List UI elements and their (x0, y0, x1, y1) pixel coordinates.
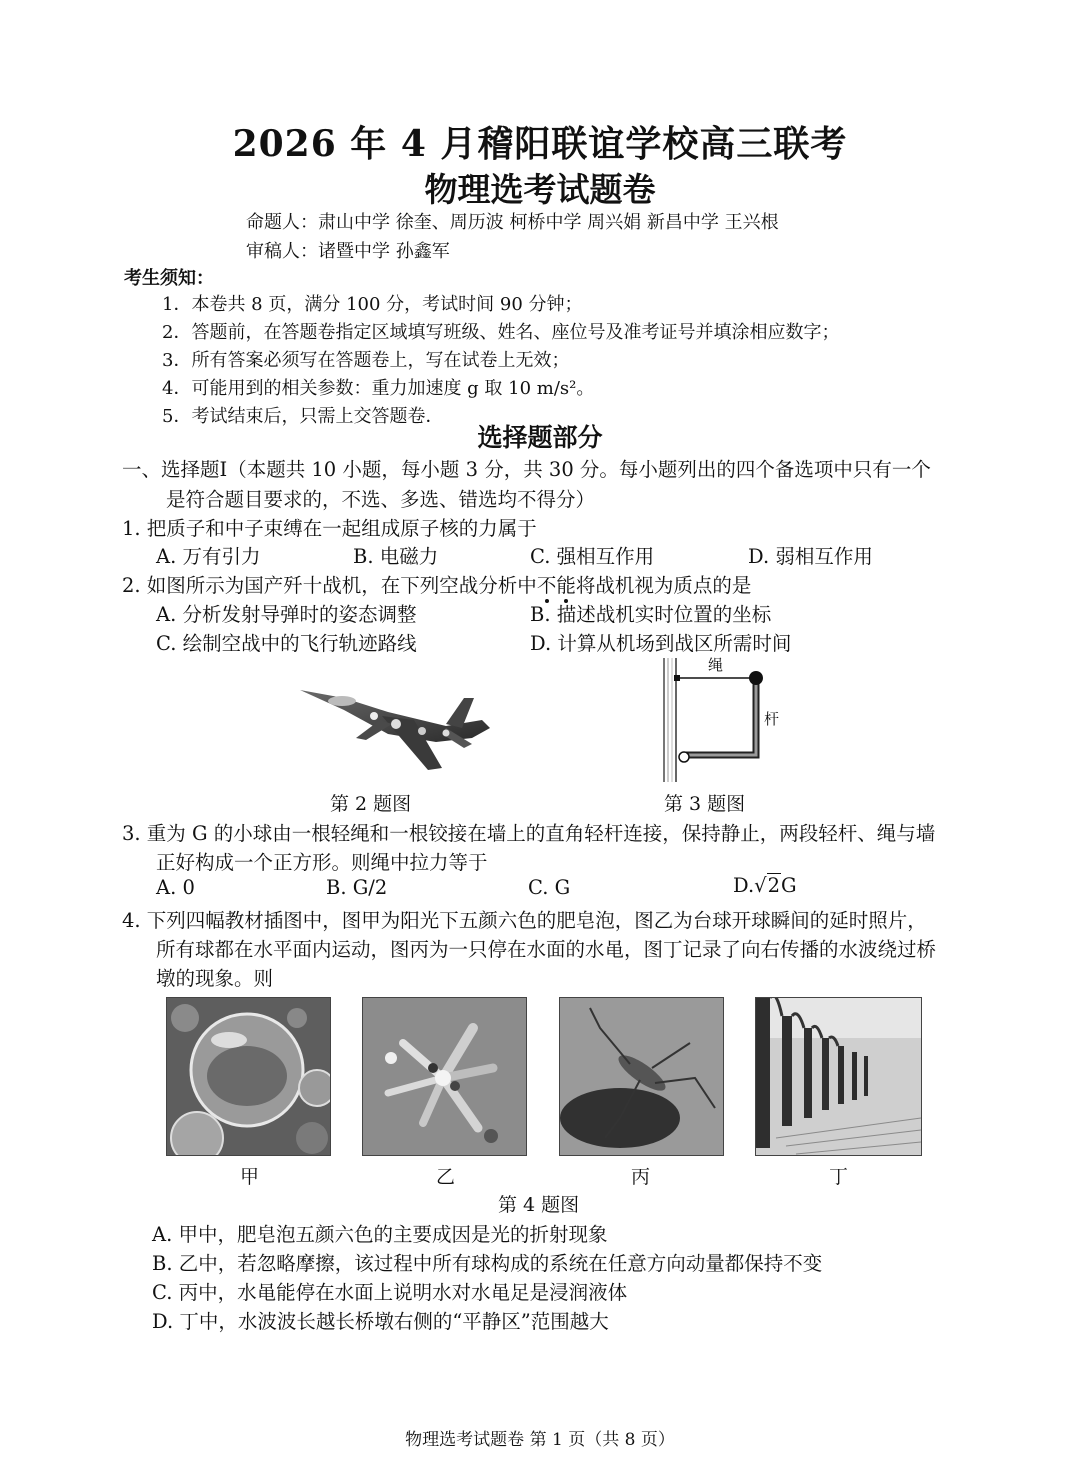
image-water-strider (559, 997, 724, 1156)
q2-emphasis-can: 能 (556, 574, 576, 597)
q1-option-a: A. 万有引力 (156, 545, 261, 568)
q2-figure-caption: 第 2 题图 (330, 793, 412, 815)
q3-option-b: B. G/2 (326, 876, 388, 899)
part1-instructions-line1: 一、选择题Ⅰ（本题共 10 小题，每小题 3 分，共 30 分。每小题列出的四个备选项中只有一个 (122, 458, 931, 481)
q3-stem-line1: 3. 重为 G 的小球由一根轻绳和一根铰接在墙上的直角轻杆连接，保持静止，两段轻杆、绳与墙 (122, 822, 936, 845)
exam-subtitle: 物理选考试题卷 (424, 170, 656, 209)
jet-body (300, 690, 490, 770)
q2-option-b: B. 描述战机实时位置的坐标 (530, 603, 772, 626)
notice-heading: 考生须知： (124, 268, 214, 289)
q4-option-a: A. 甲中，肥皂泡五颜六色的主要成因是光的折射现象 (152, 1223, 608, 1246)
part1-instructions-line2: 是符合题目要求的，不选、多选、错选均不得分） (166, 488, 596, 511)
q3-option-c: C. G (528, 876, 571, 899)
image-billiard-break (362, 997, 527, 1156)
image-bridge-piers (755, 997, 922, 1156)
image-label-ding: 丁 (829, 1166, 849, 1188)
q2-option-c: C. 绘制空战中的飞行轨迹路线 (156, 632, 417, 655)
notice-item-5: 5．考试结束后，只需上交答题卷． (162, 406, 444, 427)
sqrt-symbol: √2 (754, 874, 780, 897)
section-title: 选择题部分 (477, 423, 603, 452)
notice-item-2: 2．答题前，在答题卷指定区域填写班级、姓名、座位号及准考证号并填涂相应数字； (162, 322, 840, 343)
exam-title: 2026 年 4 月稽阳联谊学校高三联考 (232, 123, 848, 165)
q4-option-b: B. 乙中，若忽略摩擦，该过程中所有球构成的系统在任意方向动量都保持不变 (152, 1252, 823, 1275)
q3-stem-line2: 正好构成一个正方形。则绳中拉力等于 (156, 851, 488, 874)
q4-option-c: C. 丙中，水黾能停在水面上说明水对水黾足是浸润液体 (152, 1281, 628, 1304)
rod-label: 杆 (764, 710, 780, 728)
image-label-yi: 乙 (436, 1166, 456, 1188)
q4-figure-caption: 第 4 题图 (498, 1194, 580, 1216)
notice-item-4: 4．可能用到的相关参数：重力加速度 g 取 10 m/s²。 (162, 378, 595, 399)
rope-label: 绳 (708, 656, 724, 674)
q2-option-a: A. 分析发射导弹时的姿态调整 (156, 603, 417, 626)
q3-option-a: A. 0 (156, 876, 195, 899)
authors-line: 命题人：肃山中学 徐奎、周历波 柯桥中学 周兴娟 新昌中学 王兴根 (246, 212, 779, 233)
fighter-jet-figure (296, 668, 496, 773)
notice-item-1: 1．本卷共 8 页，满分 100 分，考试时间 90 分钟； (162, 294, 583, 315)
right-angle-rod (686, 681, 756, 755)
q4-stem-line3: 墩的现象。则 (156, 967, 274, 990)
hinge (679, 752, 689, 762)
image-label-jia: 甲 (240, 1166, 260, 1188)
q3-figure-caption: 第 3 题图 (664, 793, 746, 815)
image-label-bing: 丙 (631, 1166, 651, 1188)
q3-option-d: D.√2G (733, 874, 797, 897)
q1-option-d: D. 弱相互作用 (748, 545, 873, 568)
q1-option-b: B. 电磁力 (353, 545, 439, 568)
q4-stem-line2: 所有球都在水平面内运动，图丙为一只停在水面的水黾，图丁记录了向右传播的水波绕过桥 (156, 938, 937, 961)
q3-diagram (656, 654, 786, 784)
q2-stem: 2. 如图所示为国产歼十战机，在下列空战分析中不能将战机视为质点的是 (122, 574, 752, 597)
image-soap-bubble (166, 997, 331, 1156)
ball (749, 671, 763, 685)
q2-option-d: D. 计算从机场到战区所需时间 (530, 632, 792, 655)
reviewer-line: 审稿人：诸暨中学 孙鑫军 (246, 241, 450, 262)
notice-item-3: 3．所有答案必须写在答题卷上，写在试卷上无效； (162, 350, 570, 371)
page-footer: 物理选考试题卷 第 1 页（共 8 页） (405, 1430, 675, 1450)
q1-option-c: C. 强相互作用 (530, 545, 655, 568)
q2-emphasis-not: 不 (536, 574, 557, 597)
q4-option-d: D. 丁中，水波波长越长桥墩右侧的“平静区”范围越大 (152, 1310, 609, 1333)
rope-anchor (674, 675, 680, 681)
q1-stem: 1. 把质子和中子束缚在一起组成原子核的力属于 (122, 517, 537, 540)
q4-stem-line1: 4. 下列四幅教材插图中，图甲为阳光下五颜六色的肥皂泡，图乙为台球开球瞬间的延时照片， (122, 909, 927, 932)
